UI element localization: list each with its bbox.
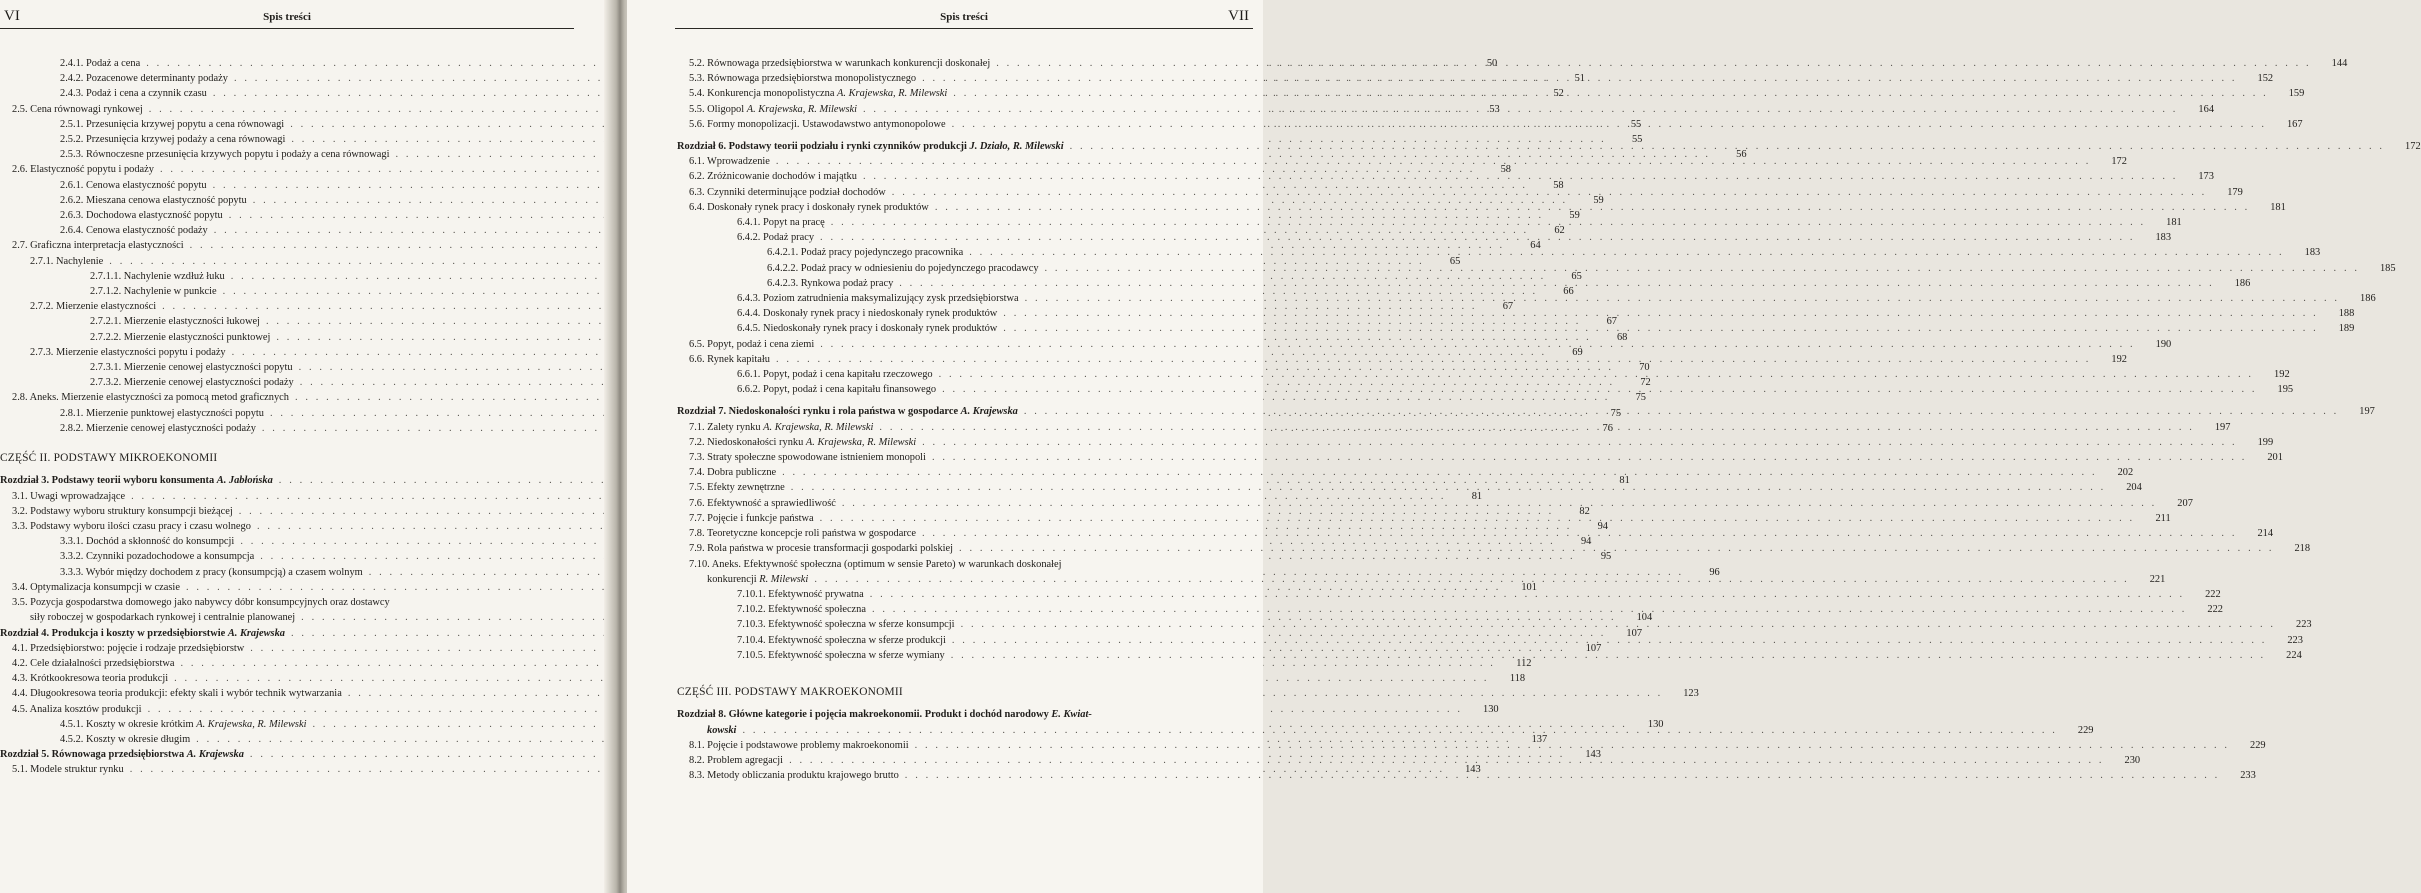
toc-entry-title: siły roboczej w gospodarkach rynkowej i centralnie planowanej (30, 612, 296, 624)
toc-entry-title: 3.3.3. Wybór między dochodem z pracy (konsumpcją) a czasem wolnym (60, 566, 363, 578)
toc-page-number: 195 (2277, 384, 2294, 396)
toc-entry-title: 3.3.1. Dochód a skłonność do konsumpcji (60, 536, 235, 548)
toc-entry-title: Rozdział 8. Główne kategorie i pojęcia makroekonomii. Produkt i dochód narodowy E. Kwiat- (677, 709, 1092, 721)
toc-entry-author: A. Krajewska, R. Milewski (805, 436, 917, 448)
toc-entry-title: 7.7. Pojęcie i funkcje państwa (689, 512, 814, 524)
toc-entry-author: E. Kwiat- (1051, 709, 1092, 721)
toc-leader-dots (1003, 321, 2318, 336)
toc-entry-title: 2.5.1. Przesunięcia krzywej popytu a cena równowagi (60, 118, 285, 130)
toc-leader-dots (935, 200, 2250, 215)
toc-leader-dots (872, 602, 2187, 617)
toc-entry-title: 7.6. Efektywność a sprawiedliwość (689, 497, 836, 509)
toc-entry-title: 6.4.2. Podaż pracy (737, 232, 815, 244)
toc-leader-dots (820, 511, 2135, 526)
toc-page-number: 229 (2077, 724, 2094, 736)
toc-entry (677, 602, 2223, 617)
toc-part-title: CZĘŚĆ III. PODSTAWY MAKROEKONOMII (677, 686, 903, 699)
toc-leader-dots (961, 617, 2276, 632)
toc-entry-title: 2.7.1.1. Nachylenie wzdłuż łuku (90, 270, 225, 282)
toc-part-heading (677, 685, 1237, 700)
toc-entry-title: 3.2. Podstawy wyboru struktury konsumpcji bieżącej (12, 505, 233, 517)
toc-entry-author: A. Krajewska (960, 406, 1018, 418)
toc-page-number: 167 (2286, 118, 2303, 130)
toc-entry-author: A. Krajewska, R. Milewski (746, 103, 857, 115)
toc-spacer (677, 663, 1237, 678)
toc-page-number: 66 (1563, 286, 1574, 298)
toc-page-number: 130 (1483, 703, 1499, 715)
toc-entry-title: 4.4. Długookresowa teoria produkcji: efekty skali i wybór technik wytwarzania (12, 688, 342, 700)
toc-entry-title: 4.5. Analiza kosztów produkcji (12, 703, 142, 715)
toc-page-number: 179 (2227, 186, 2243, 198)
toc-page-number: 199 (2257, 436, 2274, 448)
toc-entry-title: 6.4.2.3. Rynkowa podaż pracy (767, 277, 894, 289)
toc-entry-title: 2.4.3. Podaż i cena a czynnik czasu (60, 88, 207, 100)
toc-page-number: 201 (2267, 452, 2283, 464)
toc-entry-title: 2.7.2.2. Mierzenie elastyczności punktowej (90, 331, 271, 343)
toc-page-number: 76 (1602, 422, 1613, 434)
toc-leader-dots (831, 215, 2146, 230)
toc-page-number: 183 (2304, 247, 2321, 259)
toc-entry-title: 4.3. Krótkookresowa teoria produkcji (12, 673, 169, 685)
toc-entry-title: 2.8.1. Mierzenie punktowej elastyczności popytu (60, 407, 265, 419)
toc-page-number: 197 (2214, 421, 2231, 433)
toc-part-title: CZĘŚĆ II. PODSTAWY MIKROEKONOMII (0, 452, 218, 465)
toc-entry-title: 7.1. Zalety rynku A. Krajewska, R. Milewski (689, 421, 874, 433)
toc-entry-title: 6.2. Zróżnicowanie dochodów i majątku (689, 171, 857, 183)
toc-leader-dots (879, 420, 2194, 435)
toc-spacer (677, 132, 1237, 139)
toc-page-number: 59 (1593, 194, 1604, 206)
toc-entry (677, 450, 2283, 465)
toc-page-number: 144 (2331, 58, 2348, 69)
toc-leader-dots (776, 154, 2091, 169)
toc-leader-dots (1024, 404, 2339, 419)
toc-page-number: 172 (2111, 156, 2127, 168)
toc-entry-title: 7.10.3. Efektywność społeczna w sferze konsumpcji (737, 619, 955, 631)
toc-page-number: 55 (1630, 118, 1642, 130)
toc-entry-author: kowski (707, 724, 737, 736)
toc-page-number: 230 (2124, 754, 2141, 766)
left-page-number: VI (4, 8, 20, 24)
toc-leader-dots (820, 230, 2135, 245)
toc-page-number: 112 (1516, 657, 1532, 669)
toc-page-number: 50 (1486, 58, 1498, 69)
toc-entry-title: 2.8.2. Mierzenie cenowej elastyczności podaży (60, 422, 256, 434)
toc-leader-dots (952, 117, 2267, 132)
toc-entry-title: 2.7.3. Mierzenie elastyczności popytu i podaży (30, 346, 226, 358)
toc-entry-title: 3.4. Optymalizacja konsumpcji w czasie (12, 581, 180, 593)
toc-page-number: 53 (1489, 103, 1500, 115)
toc-leader-dots (953, 86, 2268, 101)
toc-leader-dots (842, 496, 2157, 511)
toc-spacer (0, 436, 574, 451)
toc-page-number: 202 (2117, 467, 2134, 479)
toc-entry-title: 2.7. Graficzna interpretacja elastyczności (12, 240, 184, 252)
toc-entry-title: Rozdział 7. Niedoskonałości rynku i rola państwa w gospodarce A. Krajewska (677, 406, 1018, 418)
toc-entry (677, 465, 2134, 480)
toc-page-number: 197 (2359, 406, 2375, 418)
toc-entry-title: 2.7.2. Mierzenie elastyczności (30, 301, 157, 313)
toc-entry-author: A. Jabłońska (216, 475, 273, 487)
toc-entry-title: 7.8. Teoretyczne koncepcje roli państwa w gospodarce (689, 528, 917, 540)
toc-entry-title: 7.4. Dobra publiczne (689, 467, 777, 479)
toc-page-number: 67 (1502, 301, 1514, 313)
toc-entry-author: A. Krajewska, R. Milewski (837, 88, 948, 100)
right-page-header (675, 4, 1253, 29)
left-header-title: Spis treści (263, 11, 311, 23)
toc-entry-title: 3.3. Podstawy wyboru ilości czasu pracy i czasu wolnego (12, 521, 251, 533)
toc-entry-title: Rozdział 6. Podstawy teorii podziału i rynki czynników produkcji J. Działo, R. Milewski (677, 141, 1064, 153)
toc-entry-title: 7.10.2. Efektywność społeczna (737, 604, 866, 616)
toc-entry-title: 2.6. Elastyczność popytu i podaży (12, 164, 154, 176)
toc-page-number: 185 (2379, 262, 2396, 274)
toc-entry-title: 2.4.2. Pozacenowe determinanty podaży (60, 73, 228, 85)
toc-page-number: 81 (1471, 490, 1483, 502)
toc-page-number: 192 (2111, 353, 2127, 365)
toc-part-heading (0, 451, 574, 466)
toc-entry (677, 587, 2221, 602)
toc-page-number: 64 (1530, 240, 1541, 252)
toc-entry-title: 5.5. Oligopol A. Krajewska, R. Milewski (689, 103, 857, 115)
toc-page-number: 59 (1569, 210, 1580, 222)
toc-entry-title: 5.1. Modele struktur rynku (12, 764, 124, 776)
toc-entry-title: 6.4.4. Doskonały rynek pracy i niedoskonały rynek produktów (737, 308, 998, 320)
toc-entry-title: 2.5. Cena równowagi rynkowej (12, 103, 143, 115)
toc-leader-dots (942, 382, 2257, 397)
toc-entry-title: 6.3. Czynniki determinujące podział dochodów (689, 186, 886, 198)
toc-entry-title: 7.10.4. Efektywność społeczna w sferze produkcji (737, 634, 946, 646)
toc-entry-title: 2.6.1. Cenowa elastyczność popytu (60, 179, 207, 191)
toc-page-number: 75 (1610, 407, 1622, 419)
toc-leader-dots (922, 526, 2237, 541)
toc-leader-dots (922, 435, 2237, 450)
toc-leader-dots (952, 633, 2267, 648)
toc-page-number: 94 (1580, 536, 1592, 548)
toc-leader-dots (791, 480, 2106, 495)
toc-leader-dots (789, 753, 2104, 768)
toc-page-number: 229 (2250, 739, 2266, 751)
toc-leader-dots (905, 768, 2220, 783)
toc-page-number: 70 (1639, 362, 1650, 374)
toc-leader-dots (969, 245, 2284, 260)
toc-page-number: 58 (1500, 164, 1511, 176)
toc-entry (677, 245, 2321, 260)
toc-entry-title: 3.5. Pozycja gospodarstwa domowego jako nabywcy dóbr konsumpcyjnych oraz dostawcy (12, 597, 390, 609)
toc-leader-dots (1003, 306, 2318, 321)
toc-page-number: 222 (2207, 604, 2223, 616)
toc-entry-title: 6.4.2.2. Podaż pracy w odniesieniu do pojedynczego pracodawcy (767, 262, 1039, 274)
right-header-title: Spis treści (940, 11, 988, 23)
toc-page-number: 172 (2405, 141, 2421, 153)
toc-entry-title: 2.7.3.1. Mierzenie cenowej elastyczności popytu (90, 362, 293, 374)
toc-spacer (677, 700, 1237, 707)
toc-entry-title: 4.1. Przedsiębiorstwo: pojęcie i rodzaje przedsiębiorstw (12, 642, 245, 654)
toc-entry-title: 2.7.1. Nachylenie (30, 255, 104, 267)
toc-entry-title: 4.5.1. Koszty w okresie krótkim A. Krajewska, R. Milewski (60, 718, 307, 730)
toc-leader-dots (922, 71, 2237, 86)
toc-page-number: 221 (2149, 573, 2166, 585)
toc-entry-title: 7.3. Straty społeczne spowodowane istnieniem monopoli (689, 452, 926, 464)
toc-entry-title: 2.7.1.2. Nachylenie w punkcie (90, 286, 217, 298)
toc-entry-title: 6.6. Rynek kapitału (689, 353, 770, 365)
toc-page-number: 107 (1626, 627, 1643, 639)
toc-entry-title: 2.8. Aneks. Mierzenie elastyczności za pomocą metod graficznych (12, 392, 289, 404)
toc-page-number: 233 (2240, 770, 2256, 782)
toc-leader-dots (820, 337, 2135, 352)
toc-page-number: 164 (2198, 103, 2215, 115)
toc-entry-author: A. Krajewska, R. Milewski (763, 421, 874, 433)
toc-entry-title: 7.10. Aneks. Efektywność społeczna (optimum w sensie Pareto) w warunkach doskonałej (689, 558, 1062, 570)
toc-entry-author: A. Krajewska (227, 627, 285, 639)
toc-entry-title: 6.4.1. Popyt na pracę (737, 217, 825, 229)
toc-page-number: 186 (2234, 277, 2251, 289)
toc-entry-title: 8.1. Pojęcie i podstawowe problemy makroekonomii (689, 739, 909, 751)
toc-entry-title: 5.2. Równowaga przedsiębiorstwa w warunkach konkurencji doskonałej (689, 58, 991, 69)
toc-page-number: 223 (2287, 634, 2303, 646)
toc-entry-author: A. Krajewska (186, 749, 244, 761)
toc-page-number: 123 (1683, 688, 1699, 700)
toc-page-number: 143 (1585, 749, 1601, 761)
toc-entry-title: 4.5.2. Koszty w okresie długim (60, 733, 191, 745)
toc-entry-title: 6.6.1. Popyt, podaż i cena kapitału rzeczowego (737, 369, 933, 381)
toc-entry-title: 2.7.2.1. Mierzenie elastyczności łukowej (90, 316, 260, 328)
toc-page-number: 130 (1647, 718, 1664, 730)
toc-page-number: 62 (1554, 225, 1565, 237)
toc-page-number: 192 (2274, 369, 2290, 381)
toc-page-number: 186 (2360, 293, 2376, 305)
toc-entry-title (707, 723, 736, 738)
toc-page-number: 101 (1521, 581, 1537, 593)
toc-page-number: 81 (1619, 475, 1630, 487)
toc-leader-dots (863, 169, 2178, 184)
toc-page-number: 181 (2166, 217, 2182, 229)
toc-entry-title: 6.4.5. Niedoskonały rynek pracy i doskonały rynek produktów (737, 323, 998, 335)
toc-entry (0, 595, 574, 610)
toc-page-number: 118 (1509, 673, 1526, 685)
toc-entry-title: 6.1. Wprowadzenie (689, 156, 770, 168)
right-page-number: VII (1228, 8, 1249, 24)
toc-entry-title: 6.4. Doskonały rynek pracy i doskonały rynek produktów (689, 201, 929, 213)
toc-entry-title: 2.5.2. Przesunięcia krzywej podaży a cena równowagi (60, 134, 286, 146)
toc-entry-author: R. Milewski (759, 573, 809, 585)
toc-page-number: 224 (2286, 649, 2302, 661)
toc-entry (677, 557, 1237, 572)
toc-page-number: 55 (1631, 134, 1643, 146)
toc-entry-title: 3.3.2. Czynniki pozadochodowe a konsumpcja (60, 551, 255, 563)
toc-leader-dots (932, 450, 2247, 465)
toc-page-number: 183 (2155, 232, 2172, 244)
toc-page-number: 52 (1553, 88, 1564, 100)
toc-page-number: 214 (2257, 528, 2274, 540)
toc-page-number: 75 (1635, 392, 1646, 404)
toc-entry-author: A. Krajewska, R. Milewski (196, 718, 307, 730)
toc-entry-title: 6.5. Popyt, podaż i cena ziemi (689, 338, 815, 350)
toc-page-number: 65 (1571, 270, 1582, 282)
toc-page-number: 67 (1606, 316, 1617, 328)
toc-entry-title: 6.6.2. Popyt, podaż i cena kapitału finansowego (737, 384, 937, 396)
toc-leader-dots (951, 648, 2266, 663)
toc-entry-author: J. Działo, R. Milewski (969, 141, 1064, 153)
toc-leader-dots (899, 276, 2214, 291)
toc-leader-dots (996, 56, 2311, 71)
toc-entry (0, 671, 1526, 686)
toc-page-number: 181 (2270, 201, 2286, 213)
toc-leader-dots (915, 738, 2230, 753)
toc-leader-dots (1070, 139, 2385, 154)
toc-entry-title: 7.10.5. Efektywność społeczna w sferze wymiany (737, 649, 945, 661)
toc-page-number: 68 (1616, 331, 1628, 343)
toc-entry-title: 8.3. Metody obliczania produktu krajowego brutto (689, 770, 899, 782)
toc-page-number: 190 (2155, 338, 2172, 350)
toc-page-number: 159 (2288, 88, 2305, 100)
toc-page-number: 82 (1579, 505, 1590, 517)
toc-entry-title: 5.6. Formy monopolizacji. Ustawodawstwo antymonopolowe (689, 118, 946, 130)
toc-entry-title: 8.2. Problem agregacji (689, 754, 784, 766)
toc-page-number: 72 (1640, 377, 1651, 389)
toc-leader-dots (939, 367, 2254, 382)
toc-page-number: 152 (2257, 73, 2274, 85)
left-page-header (0, 4, 574, 29)
toc-page-number: 58 (1553, 179, 1564, 191)
toc-entry-title: 5.3. Równowaga przedsiębiorstwa monopolistycznego (689, 73, 917, 85)
toc-page-number: 211 (2155, 512, 2171, 524)
toc-page-number: 104 (1636, 612, 1653, 624)
toc-spacer (677, 397, 1237, 404)
toc-page-number: 143 (1465, 764, 1481, 776)
toc-entry-title: 2.5.3. Równoczesne przesunięcia krzywych popytu i podaży a cena równowagi (60, 149, 390, 161)
toc-page-number: 69 (1572, 346, 1583, 358)
toc-page-number: 173 (2198, 171, 2214, 183)
toc-page-number: 204 (2126, 482, 2142, 494)
toc-page-number: 222 (2205, 588, 2221, 600)
toc-entry-title: 5.4. Konkurencja monopolistyczna A. Krajewska, R. Milewski (689, 88, 948, 100)
toc-leader-dots (782, 465, 2097, 480)
toc-leader-dots (742, 723, 2057, 738)
toc-entry-title: 2.6.4. Cenowa elastyczność podaży (60, 225, 208, 237)
toc-page-number: 95 (1600, 551, 1612, 563)
toc-spacer (0, 466, 574, 473)
toc-page-number: 188 (2338, 308, 2355, 320)
toc-leader-dots (1045, 261, 2360, 276)
toc-entry-title: 2.4.1. Podaż a cena (60, 58, 141, 69)
toc-page-number: 189 (2338, 323, 2355, 335)
toc-entry-title: 7.2. Niedoskonałości rynku A. Krajewska, R. Milewski (689, 436, 917, 448)
toc-leader-dots (814, 572, 2129, 587)
toc-entry-title: 6.4.2.1. Podaż pracy pojedynczego pracownika (767, 247, 964, 259)
toc-page-number: 207 (2177, 497, 2193, 509)
toc-page-number: 65 (1449, 255, 1461, 267)
toc-page-number: 137 (1531, 733, 1548, 745)
toc-entry-title: 2.6.2. Mieszana cenowa elastyczność popytu (60, 194, 247, 206)
toc-page-number: 56 (1736, 149, 1747, 161)
toc-entry-title: 3.1. Uwagi wprowadzające (12, 490, 126, 502)
toc-entry (677, 435, 2274, 450)
toc-page-number: 218 (2294, 543, 2311, 555)
toc-entry-title: 7.9. Rola państwa w procesie transformacji gospodarki polskiej (689, 543, 954, 555)
toc-entry-title: 2.6.3. Dochodowa elastyczność popytu (60, 210, 223, 222)
toc-entry-title: 4.2. Cele działalności przedsiębiorstwa (12, 657, 175, 669)
toc-page-number: 94 (1597, 521, 1608, 533)
toc-page-number: 223 (2296, 619, 2312, 631)
toc-leader-dots (892, 185, 2207, 200)
toc-leader-dots (870, 587, 2185, 602)
toc-entry-title: 2.7.3.2. Mierzenie cenowej elastyczności podaży (90, 377, 294, 389)
toc-entry-title: konkurencji R. Milewski (707, 573, 809, 585)
toc-spacer (677, 678, 1237, 685)
toc-leader-dots (776, 352, 2091, 367)
toc-entry (0, 656, 1532, 671)
toc-page-number: 51 (1574, 73, 1585, 85)
toc-entry-title: 7.10.1. Efektywność prywatna (737, 588, 864, 600)
toc-leader-dots (1025, 291, 2340, 306)
toc-leader-dots (959, 541, 2274, 556)
toc-page-number: 96 (1709, 566, 1720, 578)
toc-entry-title: 7.5. Efekty zewnętrzne (689, 482, 785, 494)
toc-page-number: 107 (1585, 642, 1602, 654)
toc-entry-title: Rozdział 4. Produkcja i koszty w przedsiębiorstwie A. Krajewska (0, 627, 285, 639)
toc-leader-dots (863, 102, 2178, 117)
toc-entry-title: Rozdział 5. Równowaga przedsiębiorstwa A. Krajewska (0, 749, 244, 761)
toc-chapter-entry (677, 707, 1237, 722)
toc-entry-title: 6.4.3. Poziom zatrudnienia maksymalizujący zysk przedsiębiorstwa (737, 293, 1019, 305)
toc-entry-title: Rozdział 3. Podstawy teorii wyboru konsumenta A. Jabłońska (0, 475, 273, 487)
